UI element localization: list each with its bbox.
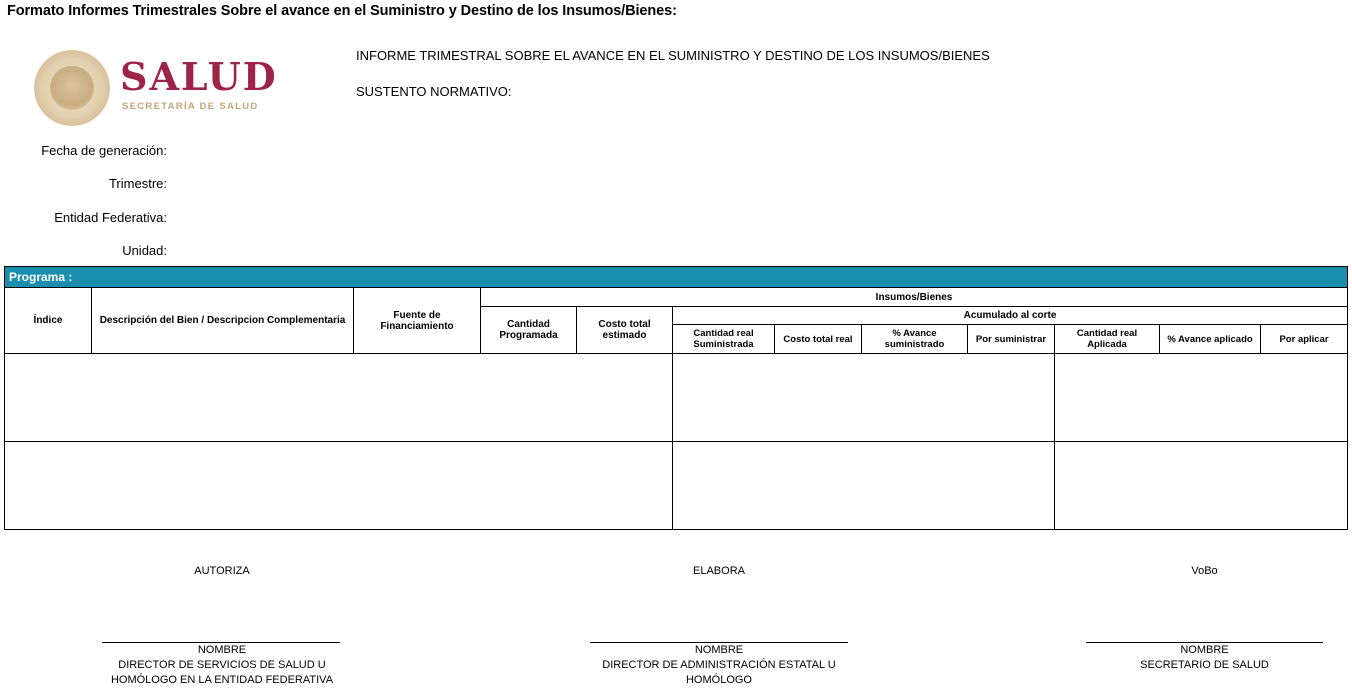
elabora-label: ELABORA (693, 565, 745, 577)
row-mid-cell[interactable] (673, 354, 1055, 442)
vobo-name: NOMBRE (1180, 644, 1229, 656)
vobo-title-1: SECRETARIO DE SALUD (1140, 659, 1269, 671)
autoriza-title-1: DIRECTOR DE SERVICIOS DE SALUD U (118, 659, 326, 671)
row-left-cell[interactable] (5, 442, 673, 530)
table-row (5, 354, 1348, 442)
col-avance-aplicado: % Avance aplicado (1160, 325, 1261, 354)
elabora-title-1: DIRECTOR DE ADMINISTRACIÓN ESTATAL U (602, 659, 836, 671)
col-descripcion: Descripción del Bien / Descripcion Complementaria (92, 288, 354, 354)
elabora-title-2: HOMÓLOGO (685, 674, 752, 686)
col-indice: Índice (5, 288, 92, 354)
report-table (4, 266, 1348, 530)
col-por-suministrar: Por suministrar (968, 325, 1055, 354)
national-seal-icon (34, 50, 110, 126)
col-costo: Costo total estimado (577, 307, 673, 354)
logo-subtitle: SECRETARÍA DE SALUD (122, 101, 259, 112)
col-cantidad-aplicada: Cantidad real Aplicada (1055, 325, 1160, 354)
col-por-aplicar: Por aplicar (1261, 325, 1348, 354)
row-mid-cell[interactable] (673, 442, 1055, 530)
entidad-label: Entidad Federativa: (54, 210, 167, 225)
col-costo-real: Costo total real (775, 325, 862, 354)
fecha-label: Fecha de generación: (41, 143, 167, 158)
signature-line (590, 642, 848, 643)
autoriza-title-2: HOMÓLOGO EN LA ENTIDAD FEDERATIVA (110, 674, 334, 686)
row-right-cell[interactable] (1055, 442, 1348, 530)
group-acumulado: Acumulado al corte (673, 307, 1348, 325)
col-cantidad: Cantidad Programada (481, 307, 577, 354)
elabora-name: NOMBRE (694, 644, 744, 656)
row-left-cell[interactable] (5, 354, 673, 442)
signature-line (102, 642, 340, 643)
programa-bar: Programa : (5, 267, 1348, 288)
row-right-cell[interactable] (1055, 354, 1348, 442)
vobo-label: VoBo (1191, 565, 1218, 577)
page-title: Formato Informes Trimestrales Sobre el avance en el Suministro y Destino de los Insumos/Bienes: (7, 3, 677, 19)
col-avance-suministrado: % Avance suministrado (862, 325, 968, 354)
logo-brand: SALUD (120, 54, 278, 99)
unidad-label: Unidad: (122, 243, 167, 258)
table-row (5, 442, 1348, 530)
trimestre-label: Trimestre: (108, 176, 167, 191)
salud-logo (34, 50, 284, 128)
signature-line (1086, 642, 1323, 643)
autoriza-label: AUTORIZA (194, 565, 250, 577)
col-fuente: Fuente de Financiamiento (354, 288, 481, 354)
group-insumos: Insumos/Bienes (481, 288, 1348, 307)
col-cantidad-suministrada: Cantidad real Suministrada (673, 325, 775, 354)
report-heading: INFORME TRIMESTRAL SOBRE EL AVANCE EN EL SUMINISTRO Y DESTINO DE LOS INSUMOS/BIENES (356, 48, 990, 63)
normative-heading: SUSTENTO NORMATIVO: (356, 84, 512, 99)
autoriza-name: NOMBRE (197, 644, 247, 656)
